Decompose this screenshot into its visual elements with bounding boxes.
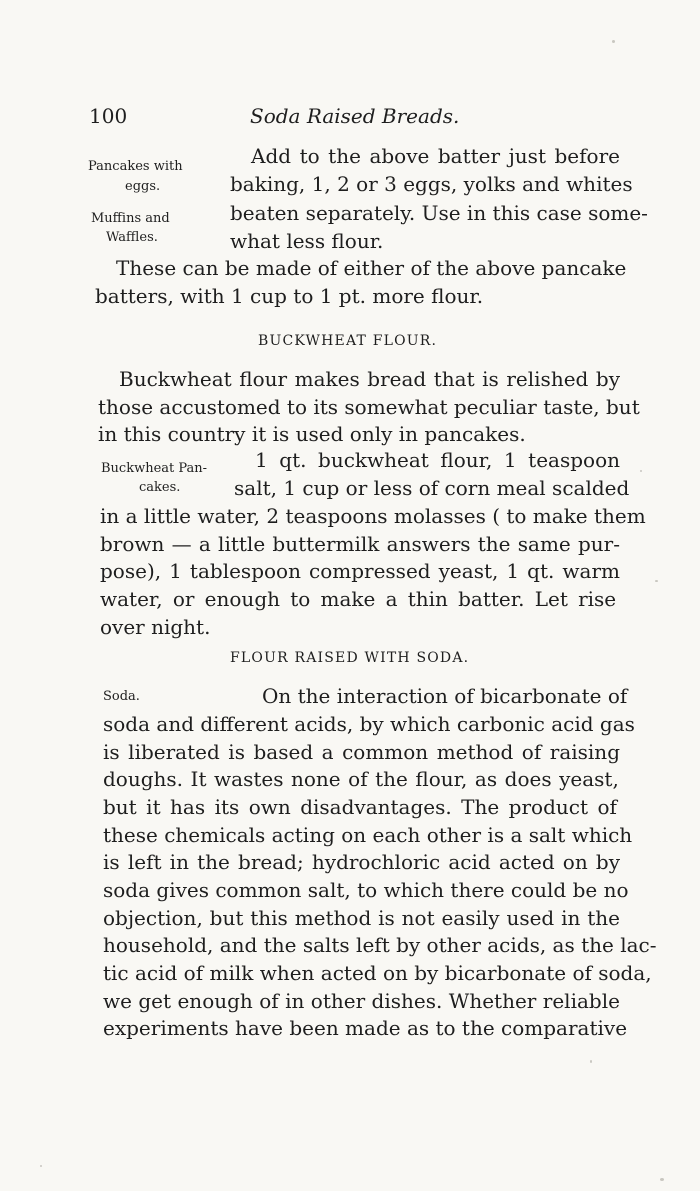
- paragraph-soda-line: tic acid of milk when acted on by bicarbonate of soda,: [103, 961, 652, 985]
- paragraph-buckwheat-intro-line: Buckwheat flour makes bread that is relished by: [119, 367, 620, 391]
- paragraph-muffins-line: batters, with 1 cup to 1 pt. more flour.: [95, 284, 484, 308]
- paragraph-soda-line: is liberated is based a common method of raising: [103, 740, 620, 764]
- paragraph-muffins-line: These can be made of either of the above pancake: [116, 256, 627, 280]
- paper-speckle: [660, 1178, 664, 1181]
- paragraph-soda-line: objection, but this method is not easily used in the: [103, 906, 620, 930]
- paragraph-buckwheat-recipe-line: salt, 1 cup or less of corn meal scalded: [234, 476, 630, 500]
- paragraph-buckwheat-intro-line: those accustomed to its somewhat peculiar taste, but: [98, 395, 640, 419]
- paragraph-soda-line: but it has its own disadvantages. The product of: [103, 795, 617, 819]
- paragraph-eggs-line: baking, 1, 2 or 3 eggs, yolks and whites: [230, 172, 633, 196]
- paragraph-buckwheat-recipe-line: 1 qt. buckwheat flour, 1 teaspoon: [255, 448, 620, 472]
- margin-note-muffins-and-waffles-2: Waffles.: [106, 230, 158, 245]
- paragraph-eggs-line: Add to the above batter just before: [251, 144, 620, 168]
- paragraph-buckwheat-recipe-line: water, or enough to make a thin batter. Let rise: [100, 587, 617, 611]
- margin-note-pancakes-with-eggs-1: Pancakes with: [88, 159, 183, 174]
- paper-speckle: [612, 40, 615, 43]
- margin-note-soda: Soda.: [103, 689, 140, 704]
- paragraph-buckwheat-intro-line: in this country it is used only in pancakes.: [98, 422, 526, 446]
- paragraph-buckwheat-recipe-line: in a little water, 2 teaspoons molasses ( to make them: [100, 504, 646, 528]
- paper-speckle: [640, 470, 642, 472]
- paragraph-soda-line: these chemicals acting on each other is a salt which: [103, 823, 633, 847]
- paragraph-soda-line: doughs. It wastes none of the flour, as does yeast,: [103, 767, 619, 791]
- paper-speckle: [40, 1165, 42, 1167]
- paper-speckle: [655, 580, 658, 582]
- paragraph-eggs-line: beaten separately. Use in this case some-: [230, 201, 648, 225]
- paragraph-soda-line: household, and the salts left by other acids, as the lac-: [103, 933, 657, 957]
- paper-speckle: [590, 1060, 592, 1063]
- paragraph-soda-line: soda and different acids, by which carbonic acid gas: [103, 712, 635, 736]
- margin-note-muffins-and-waffles-1: Muffins and: [91, 211, 170, 226]
- margin-note-pancakes-with-eggs-2: eggs.: [125, 179, 161, 194]
- paragraph-soda-line: On the interaction of bicarbonate of: [262, 684, 628, 708]
- paragraph-soda-line: experiments have been made as to the comparative: [103, 1016, 628, 1040]
- running-title: Soda Raised Breads.: [250, 104, 460, 128]
- paragraph-buckwheat-recipe-line: pose), 1 tablespoon compressed yeast, 1 qt. warm: [100, 559, 620, 583]
- section-heading-buckwheat-flour: BUCKWHEAT FLOUR.: [258, 333, 438, 349]
- section-heading-flour-raised-with-soda: FLOUR RAISED WITH SODA.: [230, 650, 470, 666]
- page-number: 100: [89, 104, 128, 128]
- paragraph-soda-line: soda gives common salt, to which there could be no: [103, 878, 629, 902]
- paragraph-eggs-line: what less flour.: [230, 229, 384, 253]
- margin-note-buckwheat-pancakes-1: Buckwheat Pan-: [101, 461, 208, 476]
- margin-note-buckwheat-pancakes-2: cakes.: [139, 480, 181, 495]
- paragraph-soda-line: we get enough of in other dishes. Whether reliable: [103, 989, 620, 1013]
- paragraph-buckwheat-recipe-line: brown — a little buttermilk answers the same pur-: [100, 532, 620, 556]
- paragraph-buckwheat-recipe-line: over night.: [100, 615, 211, 639]
- paragraph-soda-line: is left in the bread; hydrochloric acid acted on by: [103, 850, 620, 874]
